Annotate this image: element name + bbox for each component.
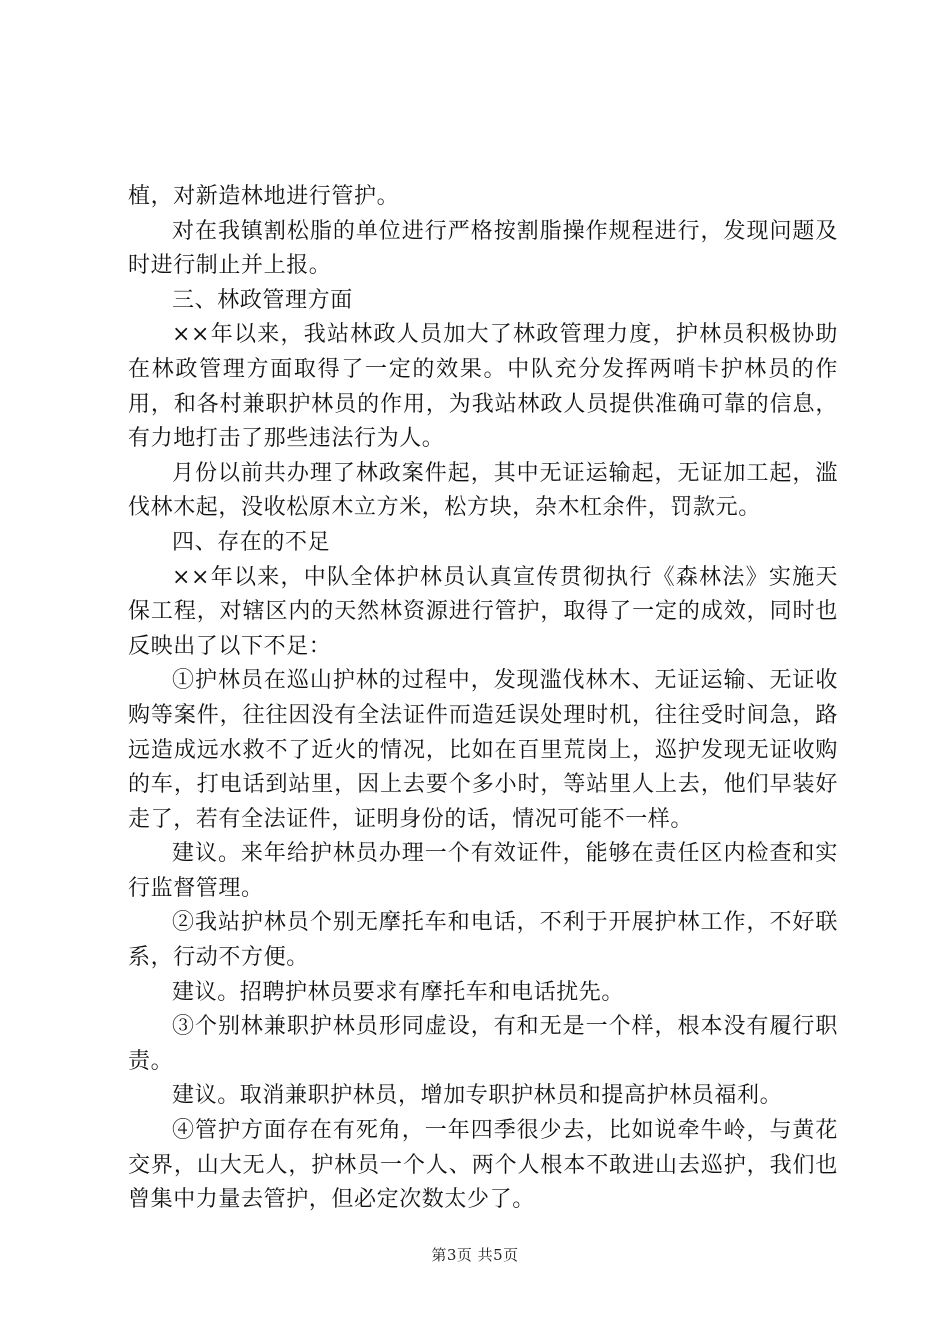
- paragraph: 建议。取消兼职护林员，增加专职护林员和提高护林员福利。: [172, 1083, 783, 1109]
- paragraph: ②我站护林员个别无摩托车和电话，不利于开展护林工作，不好联系，行动不方便。: [128, 910, 838, 971]
- page-footer: 第3页 共5页: [431, 1246, 519, 1264]
- paragraph: 建议。来年给护林员办理一个有效证件，能够在责任区内检查和实行监督管理。: [128, 841, 838, 901]
- paragraph: 三、林政管理方面: [172, 287, 353, 313]
- paragraph: ××年以来，我站林政人员加大了林政管理力度，护林员积极协助在林政管理方面取得了一定的效果。中队充分发挥两哨卡护林员的作用，和各村兼职护林员的作用，为我站林政人员提供准确可靠的信息，有力地打击了那些违法行为人。: [128, 322, 838, 452]
- paragraph: ××年以来，中队全体护林员认真宣传贯彻执行《森林法》实施天保工程，对辖区内的天然林资源进行管护，取得了一定的成效，同时也反映出了以下不足：: [128, 564, 838, 659]
- paragraph: 月份以前共办理了林政案件起，其中无证运输起，无证加工起，滥伐林木起，没收松原木立方米，松方块，杂木杠余件，罚款元。: [128, 460, 838, 521]
- document-body: [128, 180, 838, 1218]
- paragraph: 四、存在的不足: [172, 529, 331, 555]
- paragraph: 建议。招聘护林员要求有摩托车和电话扰先。: [172, 979, 625, 1005]
- paragraph: ①护林员在巡山护林的过程中，发现滥伐林木、无证运输、无证收购等案件，往往因没有全法证件而造廷误处理时机，往往受时间急，路远造成远水救不了近火的情况，比如在百里荒岗上，巡护发现无证收购的车，打电话到站里，因上去要个多小时，等站里人上去，他们早装好走了，若有全法证件，证明身份的话，情况可能不一样。: [128, 668, 838, 832]
- paragraph: 植，对新造林地进行管护。: [128, 184, 400, 209]
- paragraph: ④管护方面存在有死角，一年四季很少去，比如说牵牛岭，与黄花交界，山大无人，护林员一个人、两个人根本不敢进山去巡护，我们也曾集中力量去管护，但必定次数太少了。: [128, 1118, 838, 1213]
- paragraph: ③个别林兼职护林员形同虚设，有和无是一个样，根本没有履行职责。: [128, 1014, 838, 1074]
- paragraph: 对在我镇割松脂的单位进行严格按割脂操作规程进行，发现问题及时进行制止并上报。: [128, 218, 838, 279]
